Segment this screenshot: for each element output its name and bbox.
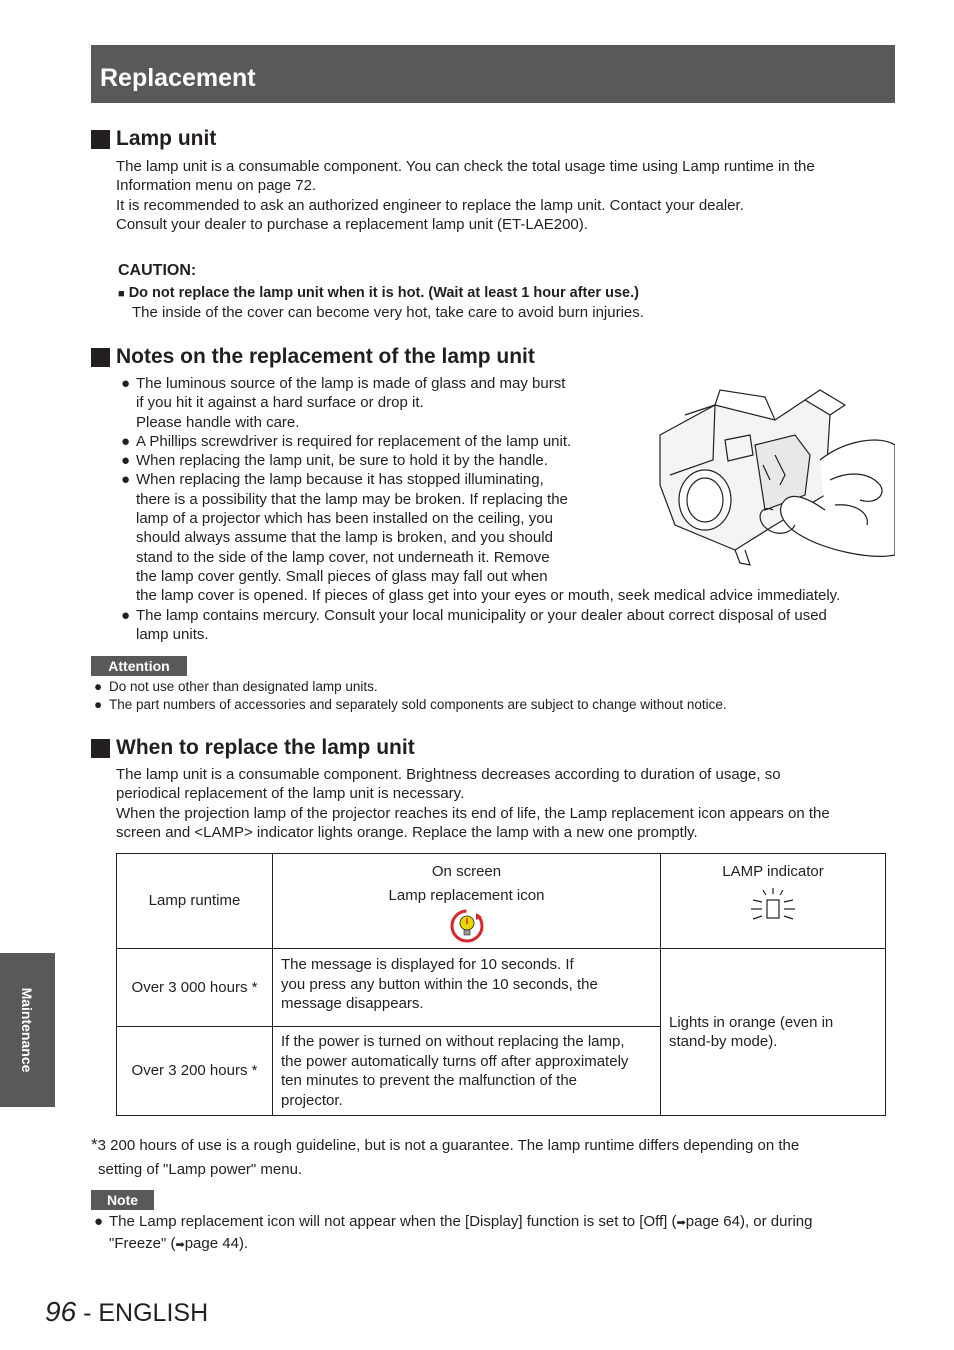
- footnote-line: setting of "Lamp power" menu.: [98, 1161, 303, 1178]
- footnote-line: 3 200 hours of use is a rough guideline, but is not a guarantee. The lamp runtime differs depending on the: [97, 1137, 800, 1154]
- side-tab-maintenance[interactable]: [0, 953, 55, 1107]
- arrow-right-icon: ➡: [676, 1217, 686, 1229]
- indicator-line: Lights in orange (even in: [669, 1013, 834, 1031]
- note-line: The luminous source of the lamp is made of glass and may burst: [136, 375, 566, 392]
- when-line: periodical replacement of the lamp unit is necessary.: [116, 785, 465, 803]
- note-line: A Phillips screwdriver is required for replacement of the lamp unit.: [136, 432, 572, 450]
- indicator-line: stand-by mode).: [669, 1033, 778, 1050]
- arrow-right-icon: ➡: [175, 1238, 185, 1251]
- notes-heading-text: Notes on the replacement of the lamp unit: [116, 345, 535, 368]
- onscreen-cell: [273, 949, 661, 1027]
- footer-separator: -: [76, 1299, 99, 1327]
- indicator-cell: [661, 949, 886, 1116]
- note-line: lamp of a projector which has been installed on the ceiling, you: [136, 510, 553, 528]
- header-lamp-indicator: [661, 854, 886, 949]
- onscreen-line: message disappears.: [281, 995, 424, 1012]
- runtime-cell: Over 3 200 hours *: [117, 1027, 273, 1116]
- section-banner: [91, 45, 895, 103]
- lamp-replacement-table: [116, 853, 886, 1116]
- attention-item: The part numbers of accessories and separately sold components are subject to change without notice.: [109, 697, 727, 712]
- note-tag: Note: [91, 1190, 154, 1210]
- lamp-unit-body: [116, 157, 886, 234]
- note-line: Please handle with care.: [136, 413, 300, 431]
- onscreen-line: The message is displayed for 10 seconds. If: [281, 956, 574, 973]
- note-line: lamp units.: [136, 625, 209, 643]
- note-text: "Freeze" (: [109, 1234, 176, 1252]
- onscreen-cell: [273, 1027, 661, 1116]
- note-line: there is a possibility that the lamp may be broken. If replacing the: [136, 490, 568, 508]
- bullet-icon: ●: [94, 679, 103, 694]
- note-text: page 64), or during: [685, 1213, 813, 1230]
- header-on-screen-text: On screen: [431, 863, 502, 880]
- lamp-unit-line: It is recommended to ask an authorized engineer to replace the lamp unit. Contact your dealer.: [116, 196, 744, 214]
- caution-bold-text: Do not replace the lamp unit when it is hot. (Wait at least 1 hour after use.): [128, 285, 639, 301]
- note-line: When replacing the lamp because it has stopped illuminating,: [136, 471, 544, 489]
- lamp-replacement-icon: [449, 908, 485, 944]
- onscreen-line: ten minutes to prevent the malfunction of the: [281, 1072, 578, 1089]
- header-lamp-runtime: Lamp runtime: [117, 854, 273, 949]
- note-line: When replacing the lamp unit, be sure to hold it by the handle.: [136, 452, 548, 470]
- lamp-unit-heading: [91, 127, 216, 151]
- header-on-screen: [273, 854, 661, 949]
- attention-list: [94, 678, 884, 714]
- lamp-unit-illustration: [655, 385, 895, 570]
- bullet-icon: ●: [121, 471, 131, 489]
- list-item: [94, 678, 884, 696]
- bullet-icon: ●: [121, 452, 131, 470]
- attention-item: Do not use other than designated lamp units.: [109, 679, 378, 694]
- bullet-icon: ●: [94, 697, 103, 712]
- runtime-cell: Over 3 000 hours *: [117, 949, 273, 1027]
- list-item: [94, 1212, 894, 1255]
- note-line: stand to the side of the lamp cover, not underneath it. Remove: [136, 548, 550, 566]
- note-text: The Lamp replacement icon will not appear when the [Display] function is set to [Off] (: [109, 1213, 677, 1230]
- bullet-icon: ●: [121, 606, 131, 624]
- note-line: should always assume that the lamp is broken, and you should: [136, 529, 553, 547]
- note-line: the lamp cover is opened. If pieces of glass get into your eyes or mouth, seek medical advice immediately.: [136, 587, 841, 605]
- lamp-unit-heading-text: Lamp unit: [116, 127, 217, 150]
- onscreen-line: the power automatically turns off after approximately: [281, 1052, 629, 1070]
- onscreen-line: If the power is turned on without replacing the lamp,: [281, 1033, 625, 1050]
- page-footer: [45, 1296, 208, 1328]
- note-line: if you hit it against a hard surface or drop it.: [136, 394, 424, 412]
- section-square-icon: [91, 348, 110, 367]
- side-tab-label: Maintenance: [19, 987, 35, 1073]
- footnote: [91, 1133, 799, 1182]
- when-heading: [91, 736, 415, 760]
- table-header-row: [117, 854, 886, 949]
- square-bullet-icon: ■: [118, 288, 125, 300]
- section-square-icon: [91, 130, 110, 149]
- lamp-indicator-icon: [743, 886, 803, 926]
- lamp-unit-line: Information menu on page 72.: [116, 177, 317, 195]
- caution-warning: [118, 285, 639, 301]
- footer-language: ENGLISH: [98, 1299, 209, 1327]
- list-item: [94, 696, 884, 714]
- when-line: When the projection lamp of the projector reaches its end of life, the Lamp replacement icon appears on the: [116, 804, 830, 822]
- note-text: page 44).: [184, 1234, 249, 1252]
- bullet-icon: ●: [121, 432, 131, 450]
- attention-tag: Attention: [91, 656, 187, 676]
- header-indicator-text: LAMP indicator: [722, 863, 824, 880]
- table-row: [117, 949, 886, 1027]
- lamp-unit-line: The lamp unit is a consumable component. You can check the total usage time using Lamp runtime in the: [116, 158, 815, 175]
- footnote-mark: *: [91, 1135, 98, 1154]
- header-icon-label: Lamp replacement icon: [388, 886, 545, 904]
- note-body: [94, 1212, 894, 1255]
- when-body: [116, 765, 886, 842]
- onscreen-line: you press any button within the 10 seconds, the: [281, 975, 598, 993]
- notes-heading: [91, 345, 535, 369]
- bullet-icon: ●: [121, 375, 131, 392]
- caution-title: CAUTION:: [118, 262, 197, 279]
- list-item: [121, 606, 891, 645]
- lamp-unit-line: Consult your dealer to purchase a replacement lamp unit (ET-LAE200).: [116, 215, 588, 233]
- page-title: Replacement: [100, 64, 256, 92]
- section-square-icon: [91, 739, 110, 758]
- bullet-icon: ●: [94, 1213, 104, 1230]
- note-line: The lamp contains mercury. Consult your local municipality or your dealer about correct disposal of used: [136, 606, 827, 624]
- note-line: the lamp cover gently. Small pieces of glass may fall out when: [136, 567, 548, 585]
- when-line: The lamp unit is a consumable component. Brightness decreases according to duration of usage, so: [116, 766, 781, 783]
- when-heading-text: When to replace the lamp unit: [116, 736, 415, 759]
- page-number: 96: [45, 1296, 77, 1327]
- caution-text: The inside of the cover can become very hot, take care to avoid burn injuries.: [132, 304, 644, 321]
- onscreen-line: projector.: [281, 1091, 343, 1109]
- when-line: screen and <LAMP> indicator lights orange. Replace the lamp with a new one promptly.: [116, 823, 698, 841]
